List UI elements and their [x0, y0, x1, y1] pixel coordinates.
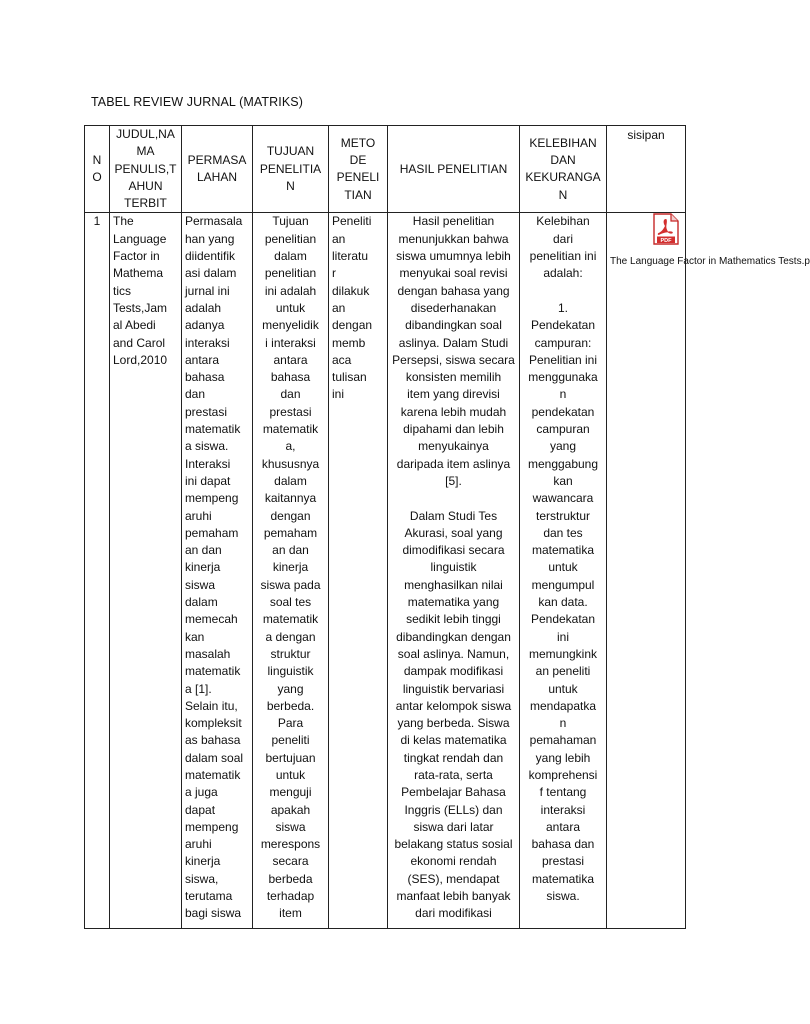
pdf-file-icon[interactable] [653, 213, 679, 245]
cell-metode: Peneliti an literatu r dilakuk an dengan memb aca tulisan ini [329, 213, 388, 929]
cell-tujuan: Tujuan penelitian dalam penelitian ini adalah untuk menyelidik i interaksi antara bahasa dan prestasi matematik a, khususnya dalam kaitannya dengan pemaham an dan kinerja siswa pada soal tes matematik a dengan struktur linguistik yang berbeda. Para peneliti bertujuan untuk menguji apakah siswa merespons secara berbeda terhadap item [253, 213, 329, 929]
header-no: N O [85, 126, 110, 213]
header-row [85, 126, 686, 213]
cell-hasil: Hasil penelitian menunjukkan bahwa siswa umumnya lebih menyukai soal revisi dengan bahasa yang disederhanakan dibandingkan soal aslinya. Dalam Studi Persepsi, siswa secara konsisten memilih item yang direvisi karena lebih mudah dipahami dan lebih menyukainya daripada item aslinya [5]. Dalam Studi Tes Akurasi, soal yang dimodifikasi secara linguistik menghasilkan nilai matematika yang sedikit lebih tinggi dibandingkan dengan soal aslinya. Namun, dampak modifikasi linguistik bervariasi antar kelompok siswa yang berbeda. Siswa di kelas matematika tingkat rendah dan rata-rata, serta Pembelajar Bahasa Inggris (ELLs) dan siswa dari latar belakang status sosial ekonomi rendah (SES), mendapat manfaat lebih banyak dari modifikasi [388, 213, 520, 929]
pdf-badge-label: PDF [660, 238, 672, 245]
header-hasil: HASIL PENELITIAN [388, 126, 520, 213]
table-row [85, 213, 686, 929]
cell-kelebihan: Kelebihan dari penelitian ini adalah: 1. Pendekatan campuran: Penelitian ini menggunaka n pendekatan campuran yang menggabung kan wawancara terstruktur dan tes matematika untuk mengumpul kan data. Pendekatan ini memungkink an peneliti untuk mendapatka n pemahaman yang lebih komprehensi f tentang interaksi antara bahasa dan prestasi matematika siswa. [520, 213, 607, 929]
header-kelebihan: KELEBIHAN DAN KEKURANGA N [520, 126, 607, 213]
cell-sisipan [607, 213, 810, 929]
header-metode: METO DE PENELI TIAN [329, 126, 388, 213]
header-tujuan: TUJUAN PENELITIA N [253, 126, 329, 213]
header-judul: JUDUL,NA MA PENULIS,T AHUN TERBIT [110, 126, 182, 213]
cell-no: 1 [85, 213, 110, 929]
pdf-attachment[interactable] [653, 213, 679, 250]
header-permasalahan: PERMASA LAHAN [182, 126, 253, 213]
attachment-filename[interactable]: The Language Factor in Mathematics Tests.p [610, 255, 810, 267]
document-title: TABEL REVIEW JURNAL (MATRIKS) [91, 95, 303, 109]
header-sisipan: sisipan [607, 126, 686, 213]
cell-permasalahan: Permasala han yang diidentifik asi dalam jurnal ini adalah adanya interaksi antara bahasa dan prestasi matematik a siswa. Interaksi ini dapat mempeng aruhi pemaham an dan kinerja siswa dalam memecah kan masalah matematik a [1]. Selain itu, kompleksit as bahasa dalam soal matematik a juga dapat mempeng aruhi kinerja siswa, terutama bagi siswa [182, 213, 253, 929]
cell-judul: The Language Factor in Mathema tics Tests,Jam al Abedi and Carol Lord,2010 [110, 213, 182, 929]
review-matrix-table [84, 125, 810, 929]
